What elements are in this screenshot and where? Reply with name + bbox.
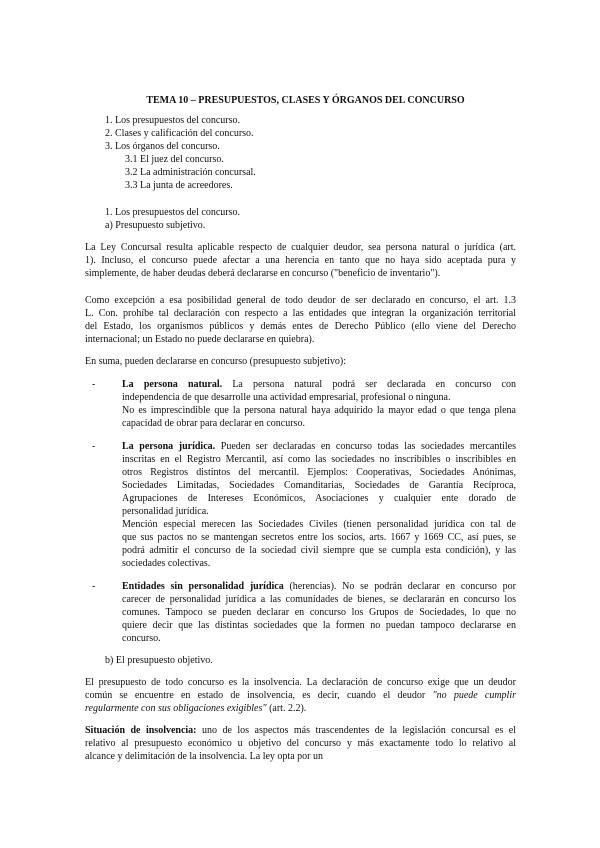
subheading-subjective: a) Presupuesto subjetivo.: [105, 220, 206, 231]
text-run: (herencias). No se podrán declarar en concurso por: [283, 581, 517, 592]
paragraphs-objective: [85, 676, 516, 763]
bullet-paragraph: [122, 440, 516, 518]
text-line: [122, 593, 516, 606]
text-line: [122, 580, 516, 593]
text-line: [85, 689, 516, 702]
bullet-item: [85, 580, 516, 645]
text-run: Sociedades Limitadas, Sociedades Comanditarias, Sociedades de Garantía Recíproca,: [122, 480, 516, 491]
bullet-dash: -: [92, 581, 96, 592]
paragraph: [85, 355, 516, 368]
bullet-list: [85, 378, 516, 645]
text-line: [122, 479, 516, 492]
text-line: [85, 267, 516, 280]
text-run: concurso.: [122, 633, 161, 644]
subheading-objective: b) El presupuesto objetivo.: [105, 655, 213, 666]
text-line: [122, 557, 516, 570]
text-line: [85, 355, 516, 368]
section-heading: 1. Los presupuestos del concurso.: [105, 207, 240, 218]
bullet-paragraph: [122, 518, 516, 570]
bullet-paragraph: [122, 404, 516, 430]
paragraph: [85, 241, 516, 280]
text-run: El presupuesto de todo concurso es la insolvencia. La declaración de concurso exige que un deudor: [85, 677, 516, 688]
bullet-paragraph: [122, 580, 516, 645]
text-line: [122, 440, 516, 453]
text-line: [85, 676, 516, 689]
text-line: [85, 241, 516, 254]
text-run: Agrupaciones de Intereses Económicos, Asociaciones y cualquier ente dorado de: [122, 493, 516, 504]
italic-text: "no puede cumplir: [432, 690, 517, 701]
text-run: relativo al presupuesto económico u objetivo del concurso y más exactamente todo lo relativo al: [85, 738, 516, 749]
text-run: independencia de que desarrolle una actividad empresarial, profesional o ninguna.: [122, 392, 451, 403]
text-line: [122, 505, 516, 518]
bold-text: Entidades sin personalidad jurídica: [122, 581, 284, 592]
text-line: [85, 320, 516, 333]
bullet-paragraph: [122, 378, 516, 404]
text-line: [122, 619, 516, 632]
text-line: [122, 378, 516, 391]
toc-item: 2. Clases y calificación del concurso.: [105, 128, 254, 139]
text-line: [85, 333, 516, 346]
paragraph: [85, 294, 516, 346]
text-run: 1). Incluso, el concurso puede afectar a una herencia en tanto que no haya sido aceptada pura y: [85, 255, 516, 266]
text-run: Mención especial merecen las Sociedades Civiles (tienen personalidad jurídica con tal de: [122, 519, 516, 530]
bullet-dash: -: [92, 441, 96, 452]
bold-text: La persona natural.: [122, 379, 223, 390]
bold-text: Situación de insolvencia:: [85, 725, 197, 736]
text-run: Como excepción a esa posibilidad general de todo deudor de ser declarado en concurso, el art. 1.3: [85, 295, 516, 306]
text-line: [122, 466, 516, 479]
bullet-dash: -: [92, 379, 96, 390]
toc-item: 3.1 El juez del concurso.: [125, 154, 224, 165]
text-run: capacidad de obrar para declarar en concurso.: [122, 418, 305, 429]
text-run: quiere decir que las distintas sociedades que la formen no puedan tampoco declararse en: [122, 620, 516, 631]
text-run: carecer de personalidad jurídica a las comunidades de bienes, se declararán en concurso los: [122, 594, 516, 605]
italic-text: regularmente con sus obligaciones exigibles": [85, 703, 267, 714]
text-line: [85, 254, 516, 267]
text-run: personalidad jurídica.: [122, 506, 209, 517]
text-line: [122, 492, 516, 505]
paragraph: [85, 724, 516, 763]
text-run: común se encuentre en estado de insolvencia, es decir, cuando el deudor: [85, 690, 433, 701]
text-run: alcance y delimitación de la insolvencia. La ley opta por un: [85, 751, 323, 762]
text-run: (art. 2.2).: [266, 703, 307, 714]
bullet-item: [85, 440, 516, 570]
text-run: internacional; un Estado no puede declararse en quiebra).: [85, 334, 315, 345]
text-line: [85, 307, 516, 320]
text-run: inscritas en el Registro Mercantil, así como las sociedades no inscribibles o inscribibles en: [122, 454, 516, 465]
paragraphs-subjective: [85, 241, 516, 368]
bullet-item: [85, 378, 516, 430]
text-run: otros Registros distintos del mercantil. Ejemplos: Cooperativas, Sociedades Anónimas,: [122, 467, 516, 478]
text-run: En suma, pueden declararse en concurso (presupuesto subjetivo):: [85, 356, 347, 367]
document-title: TEMA 10 – PRESUPUESTOS, CLASES Y ÓRGANOS DEL CONCURSO: [146, 95, 465, 106]
text-line: [122, 632, 516, 645]
text-line: [122, 606, 516, 619]
text-run: sociedades colectivas.: [122, 558, 211, 569]
toc-item: 3.3 La junta de acreedores.: [125, 180, 233, 191]
text-line: [122, 518, 516, 531]
text-run: que sus pactos no se mantengan secretos entre los socios, arts. 1667 y 1669 CC, así pues, se: [122, 532, 516, 543]
text-line: [85, 294, 516, 307]
text-run: Pueden ser declaradas en concurso todas las sociedades mercantiles: [215, 441, 517, 452]
text-run: simplemente, de haber deudas deberá declararse en concurso ("beneficio de inventario").: [85, 268, 441, 279]
bold-text: La persona jurídica.: [122, 441, 216, 452]
toc-item: 3.2 La administración concursal.: [125, 167, 256, 178]
text-line: [85, 737, 516, 750]
text-run: La persona natural podrá ser declarada en concurso con: [222, 379, 516, 390]
toc-item: 3. Los órganos del concurso.: [105, 141, 220, 152]
text-line: [122, 417, 516, 430]
text-run: comunes. Tampoco se pueden declarar en concurso los Grupos de Sociedades, lo que no: [122, 607, 516, 618]
text-line: [122, 544, 516, 557]
text-run: L. Con. prohíbe tal declaración con respecto a las entidades que integran la organización territorial: [85, 308, 516, 319]
text-run: uno de los aspectos más trascendentes de la legislación concursal es el: [196, 725, 516, 736]
document-page: [85, 94, 516, 763]
text-line: [122, 531, 516, 544]
text-line: [85, 702, 516, 715]
text-line: [85, 750, 516, 763]
paragraph: [85, 676, 516, 715]
table-of-contents: [85, 114, 516, 192]
text-run: podrá admitir el concurso de la sociedad civil siempre que se cumpla esta condición), y las: [122, 545, 516, 556]
text-run: La Ley Concursal resulta aplicable respecto de cualquier deudor, sea persona natural o jurídica (art.: [85, 242, 516, 253]
text-line: [122, 453, 516, 466]
text-line: [85, 724, 516, 737]
toc-item: 1. Los presupuestos del concurso.: [105, 115, 240, 126]
text-run: No es imprescindible que la persona natural haya adquirido la mayor edad o que tenga plena: [122, 405, 516, 416]
text-line: [122, 391, 516, 404]
text-line: [122, 404, 516, 417]
text-run: del Estado, los organismos públicos y demás entes de Derecho Público (ello viene del Derecho: [85, 321, 516, 332]
